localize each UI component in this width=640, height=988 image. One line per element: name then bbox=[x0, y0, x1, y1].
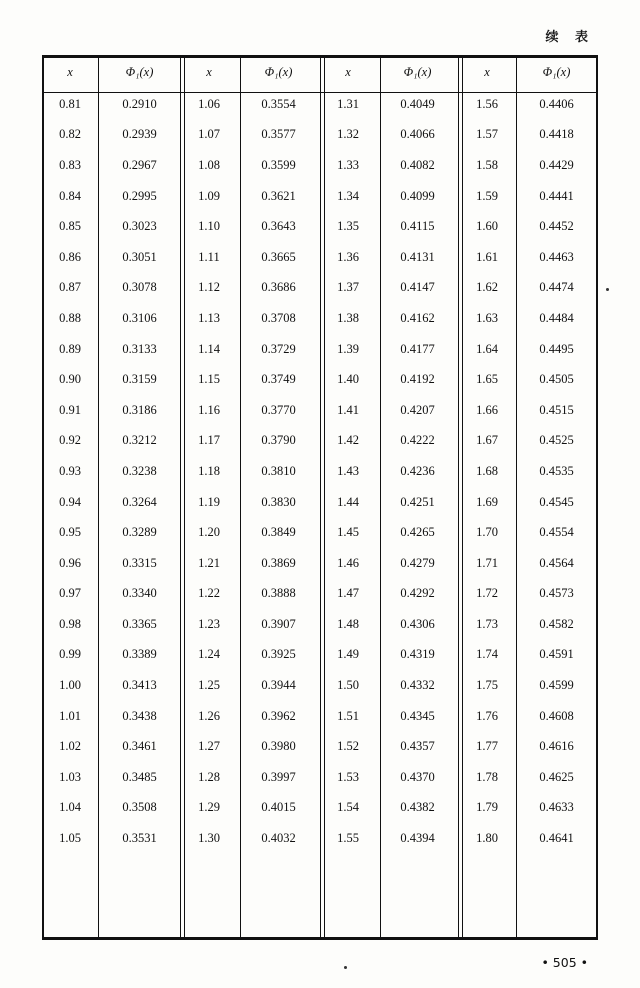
cell-phi: 0.4292 bbox=[400, 586, 435, 601]
cell-phi: 0.3212 bbox=[122, 433, 157, 448]
cell-phi: 0.4625 bbox=[539, 769, 574, 784]
cell-phi: 0.3888 bbox=[261, 586, 296, 601]
cell-phi: 0.3665 bbox=[261, 249, 296, 264]
cell-phi: 0.4382 bbox=[400, 800, 435, 815]
cell-x: 1.36 bbox=[337, 249, 359, 264]
cell-x: 0.99 bbox=[59, 647, 81, 662]
table-row bbox=[42, 548, 598, 579]
cell-phi: 0.4599 bbox=[539, 678, 574, 693]
cell-x: 0.88 bbox=[59, 310, 81, 325]
cell-x: 1.35 bbox=[337, 219, 359, 234]
cell-phi: 0.3289 bbox=[122, 525, 157, 540]
table-row bbox=[42, 89, 598, 120]
cell-x: 0.91 bbox=[59, 402, 81, 417]
cell-phi: 0.3365 bbox=[122, 616, 157, 631]
cell-x: 1.64 bbox=[476, 341, 498, 356]
cell-phi: 0.3413 bbox=[122, 678, 157, 693]
cell-phi: 0.4545 bbox=[539, 494, 574, 509]
cell-phi: 0.4616 bbox=[539, 739, 574, 754]
cell-phi: 0.4049 bbox=[400, 96, 435, 111]
cell-x: 1.75 bbox=[476, 678, 498, 693]
table-row bbox=[42, 303, 598, 334]
cell-x: 1.10 bbox=[198, 219, 220, 234]
cell-phi: 0.4429 bbox=[539, 157, 574, 172]
cell-x: 0.89 bbox=[59, 341, 81, 356]
cell-phi: 0.4484 bbox=[539, 310, 574, 325]
cell-x: 1.68 bbox=[476, 463, 498, 478]
cell-phi: 0.3729 bbox=[261, 341, 296, 356]
header-phi-3: Φ₁(x) bbox=[403, 64, 432, 79]
cell-x: 0.86 bbox=[59, 249, 81, 264]
table-row bbox=[42, 395, 598, 426]
cell-phi: 0.4515 bbox=[539, 402, 574, 417]
page-dot-mark bbox=[344, 966, 347, 969]
cell-phi: 0.3907 bbox=[261, 616, 296, 631]
cell-phi: 0.4370 bbox=[400, 769, 435, 784]
cell-phi: 0.3944 bbox=[261, 678, 296, 693]
table-row bbox=[42, 211, 598, 242]
cell-phi: 0.4505 bbox=[539, 372, 574, 387]
cell-x: 1.33 bbox=[337, 157, 359, 172]
cell-x: 0.97 bbox=[59, 586, 81, 601]
cell-x: 1.22 bbox=[198, 586, 220, 601]
cell-x: 1.21 bbox=[198, 555, 220, 570]
header-phi-4: Φ₁(x) bbox=[542, 64, 571, 79]
cell-x: 1.09 bbox=[198, 188, 220, 203]
table-row bbox=[42, 762, 598, 793]
cell-phi: 0.3962 bbox=[261, 708, 296, 723]
cell-phi: 0.4394 bbox=[400, 831, 435, 846]
cell-x: 0.90 bbox=[59, 372, 81, 387]
cell-x: 1.29 bbox=[198, 800, 220, 815]
cell-x: 0.94 bbox=[59, 494, 81, 509]
cell-x: 1.74 bbox=[476, 647, 498, 662]
cell-x: 1.56 bbox=[476, 96, 498, 111]
cell-x: 1.28 bbox=[198, 769, 220, 784]
cell-x: 1.48 bbox=[337, 616, 359, 631]
cell-phi: 0.3869 bbox=[261, 555, 296, 570]
cell-x: 1.23 bbox=[198, 616, 220, 631]
cell-x: 1.26 bbox=[198, 708, 220, 723]
cell-phi: 0.4066 bbox=[400, 127, 435, 142]
cell-phi: 0.4474 bbox=[539, 280, 574, 295]
cell-phi: 0.3106 bbox=[122, 310, 157, 325]
cell-x: 1.03 bbox=[59, 769, 81, 784]
cell-x: 0.84 bbox=[59, 188, 81, 203]
cell-phi: 0.4251 bbox=[400, 494, 435, 509]
cell-x: 1.05 bbox=[59, 831, 81, 846]
cell-phi: 0.4641 bbox=[539, 831, 574, 846]
cell-x: 1.59 bbox=[476, 188, 498, 203]
table-row bbox=[42, 334, 598, 365]
cell-phi: 0.4207 bbox=[400, 402, 435, 417]
cell-phi: 0.3708 bbox=[261, 310, 296, 325]
table-row bbox=[42, 426, 598, 457]
cell-phi: 0.3830 bbox=[261, 494, 296, 509]
normal-distribution-table bbox=[42, 55, 598, 854]
cell-phi: 0.3159 bbox=[122, 372, 157, 387]
header-x-1: x bbox=[67, 64, 73, 79]
cell-phi: 0.3599 bbox=[261, 157, 296, 172]
cell-x: 1.41 bbox=[337, 402, 359, 417]
cell-phi: 0.2995 bbox=[122, 188, 157, 203]
cell-x: 1.65 bbox=[476, 372, 498, 387]
cell-phi: 0.4357 bbox=[400, 739, 435, 754]
cell-phi: 0.4441 bbox=[539, 188, 574, 203]
cell-x: 1.17 bbox=[198, 433, 220, 448]
cell-x: 1.55 bbox=[337, 831, 359, 846]
cell-x: 1.16 bbox=[198, 402, 220, 417]
cell-phi: 0.3078 bbox=[122, 280, 157, 295]
cell-x: 0.92 bbox=[59, 433, 81, 448]
cell-phi: 0.4279 bbox=[400, 555, 435, 570]
table-row bbox=[42, 731, 598, 762]
cell-x: 1.80 bbox=[476, 831, 498, 846]
table-row bbox=[42, 120, 598, 151]
header-x-4: x bbox=[484, 64, 490, 79]
cell-x: 1.63 bbox=[476, 310, 498, 325]
cell-x: 1.53 bbox=[337, 769, 359, 784]
cell-phi: 0.4564 bbox=[539, 555, 574, 570]
cell-phi: 0.3749 bbox=[261, 372, 296, 387]
cell-x: 0.96 bbox=[59, 555, 81, 570]
cell-x: 1.18 bbox=[198, 463, 220, 478]
cell-phi: 0.4591 bbox=[539, 647, 574, 662]
cell-phi: 0.4115 bbox=[400, 219, 435, 234]
cell-phi: 0.4131 bbox=[400, 249, 435, 264]
page-header-label: 续 表 bbox=[545, 30, 594, 45]
cell-phi: 0.3340 bbox=[122, 586, 157, 601]
table-row bbox=[42, 609, 598, 640]
cell-x: 1.70 bbox=[476, 525, 498, 540]
cell-phi: 0.4177 bbox=[400, 341, 435, 356]
cell-x: 1.40 bbox=[337, 372, 359, 387]
cell-phi: 0.4222 bbox=[400, 433, 435, 448]
cell-x: 1.12 bbox=[198, 280, 220, 295]
cell-phi: 0.3577 bbox=[261, 127, 296, 142]
cell-x: 1.15 bbox=[198, 372, 220, 387]
page-number: • 505 • bbox=[541, 955, 588, 970]
table-row bbox=[42, 793, 598, 824]
cell-x: 1.13 bbox=[198, 310, 220, 325]
cell-x: 1.52 bbox=[337, 739, 359, 754]
cell-x: 0.81 bbox=[59, 96, 81, 111]
cell-x: 1.08 bbox=[198, 157, 220, 172]
cell-x: 0.82 bbox=[59, 127, 81, 142]
cell-x: 1.00 bbox=[59, 678, 81, 693]
cell-x: 1.51 bbox=[337, 708, 359, 723]
cell-x: 1.45 bbox=[337, 525, 359, 540]
cell-x: 1.24 bbox=[198, 647, 220, 662]
cell-x: 1.50 bbox=[337, 678, 359, 693]
cell-x: 1.04 bbox=[59, 800, 81, 815]
cell-x: 1.07 bbox=[198, 127, 220, 142]
cell-phi: 0.4525 bbox=[539, 433, 574, 448]
cell-x: 1.25 bbox=[198, 678, 220, 693]
cell-phi: 0.3186 bbox=[122, 402, 157, 417]
cell-x: 1.01 bbox=[59, 708, 81, 723]
cell-x: 1.69 bbox=[476, 494, 498, 509]
cell-phi: 0.3531 bbox=[122, 831, 157, 846]
cell-x: 0.98 bbox=[59, 616, 81, 631]
cell-phi: 0.4015 bbox=[261, 800, 296, 815]
table-row bbox=[42, 823, 598, 854]
cell-x: 1.49 bbox=[337, 647, 359, 662]
statistical-table-container bbox=[42, 55, 598, 854]
cell-phi: 0.2939 bbox=[122, 127, 157, 142]
cell-phi: 0.3849 bbox=[261, 525, 296, 540]
cell-x: 1.20 bbox=[198, 525, 220, 540]
cell-x: 1.79 bbox=[476, 800, 498, 815]
cell-x: 1.32 bbox=[337, 127, 359, 142]
cell-phi: 0.3315 bbox=[122, 555, 157, 570]
cell-phi: 0.2910 bbox=[122, 96, 157, 111]
cell-phi: 0.3980 bbox=[261, 739, 296, 754]
cell-phi: 0.3238 bbox=[122, 463, 157, 478]
cell-x: 1.77 bbox=[476, 739, 498, 754]
cell-phi: 0.3810 bbox=[261, 463, 296, 478]
cell-phi: 0.3438 bbox=[122, 708, 157, 723]
cell-phi: 0.4608 bbox=[539, 708, 574, 723]
cell-phi: 0.4535 bbox=[539, 463, 574, 478]
cell-phi: 0.4319 bbox=[400, 647, 435, 662]
cell-x: 1.44 bbox=[337, 494, 359, 509]
cell-phi: 0.3925 bbox=[261, 647, 296, 662]
cell-phi: 0.4082 bbox=[400, 157, 435, 172]
table-row bbox=[42, 487, 598, 518]
cell-x: 1.66 bbox=[476, 402, 498, 417]
cell-phi: 0.3790 bbox=[261, 433, 296, 448]
cell-x: 1.72 bbox=[476, 586, 498, 601]
cell-phi: 0.4099 bbox=[400, 188, 435, 203]
header-row bbox=[42, 55, 598, 89]
cell-x: 1.06 bbox=[198, 96, 220, 111]
cell-phi: 0.4418 bbox=[539, 127, 574, 142]
table-row bbox=[42, 181, 598, 212]
cell-phi: 0.4573 bbox=[539, 586, 574, 601]
table-row bbox=[42, 242, 598, 273]
cell-phi: 0.4332 bbox=[400, 678, 435, 693]
table-row bbox=[42, 670, 598, 701]
cell-x: 1.39 bbox=[337, 341, 359, 356]
cell-phi: 0.4495 bbox=[539, 341, 574, 356]
margin-dot-mark bbox=[606, 288, 609, 291]
cell-x: 1.31 bbox=[337, 96, 359, 111]
cell-x: 1.73 bbox=[476, 616, 498, 631]
cell-x: 1.46 bbox=[337, 555, 359, 570]
cell-x: 1.67 bbox=[476, 433, 498, 448]
cell-x: 1.47 bbox=[337, 586, 359, 601]
cell-phi: 0.4192 bbox=[400, 372, 435, 387]
cell-phi: 0.3643 bbox=[261, 219, 296, 234]
cell-phi: 0.4162 bbox=[400, 310, 435, 325]
cell-x: 1.02 bbox=[59, 739, 81, 754]
cell-x: 1.78 bbox=[476, 769, 498, 784]
cell-phi: 0.4032 bbox=[261, 831, 296, 846]
cell-x: 0.85 bbox=[59, 219, 81, 234]
cell-x: 0.83 bbox=[59, 157, 81, 172]
cell-phi: 0.4345 bbox=[400, 708, 435, 723]
table-body bbox=[42, 89, 598, 854]
cell-x: 1.57 bbox=[476, 127, 498, 142]
cell-phi: 0.3621 bbox=[261, 188, 296, 203]
cell-phi: 0.4452 bbox=[539, 219, 574, 234]
cell-x: 1.38 bbox=[337, 310, 359, 325]
table-row bbox=[42, 273, 598, 304]
cell-phi: 0.3508 bbox=[122, 800, 157, 815]
table-row bbox=[42, 701, 598, 732]
cell-phi: 0.4236 bbox=[400, 463, 435, 478]
cell-phi: 0.3389 bbox=[122, 647, 157, 662]
cell-phi: 0.3023 bbox=[122, 219, 157, 234]
header-phi-2: Φ₁(x) bbox=[264, 64, 293, 79]
table-head bbox=[42, 55, 598, 89]
cell-x: 1.58 bbox=[476, 157, 498, 172]
cell-phi: 0.3770 bbox=[261, 402, 296, 417]
cell-x: 1.60 bbox=[476, 219, 498, 234]
cell-phi: 0.3051 bbox=[122, 249, 157, 264]
cell-x: 1.42 bbox=[337, 433, 359, 448]
cell-x: 0.95 bbox=[59, 525, 81, 540]
table-row bbox=[42, 517, 598, 548]
cell-phi: 0.4554 bbox=[539, 525, 574, 540]
cell-x: 1.54 bbox=[337, 800, 359, 815]
cell-x: 1.71 bbox=[476, 555, 498, 570]
cell-x: 1.37 bbox=[337, 280, 359, 295]
cell-phi: 0.3554 bbox=[261, 96, 296, 111]
cell-phi: 0.4582 bbox=[539, 616, 574, 631]
cell-phi: 0.4147 bbox=[400, 280, 435, 295]
cell-x: 1.62 bbox=[476, 280, 498, 295]
cell-phi: 0.3997 bbox=[261, 769, 296, 784]
cell-x: 1.30 bbox=[198, 831, 220, 846]
cell-phi: 0.2967 bbox=[122, 157, 157, 172]
cell-phi: 0.4463 bbox=[539, 249, 574, 264]
cell-x: 1.76 bbox=[476, 708, 498, 723]
cell-x: 1.27 bbox=[198, 739, 220, 754]
table-row bbox=[42, 456, 598, 487]
header-x-2: x bbox=[206, 64, 212, 79]
table-row bbox=[42, 640, 598, 671]
cell-x: 0.87 bbox=[59, 280, 81, 295]
cell-x: 1.11 bbox=[198, 249, 220, 264]
header-x-3: x bbox=[345, 64, 351, 79]
cell-x: 0.93 bbox=[59, 463, 81, 478]
cell-phi: 0.3264 bbox=[122, 494, 157, 509]
cell-phi: 0.3485 bbox=[122, 769, 157, 784]
cell-x: 1.34 bbox=[337, 188, 359, 203]
table-row bbox=[42, 150, 598, 181]
cell-x: 1.43 bbox=[337, 463, 359, 478]
cell-phi: 0.4265 bbox=[400, 525, 435, 540]
table-row bbox=[42, 364, 598, 395]
cell-phi: 0.4406 bbox=[539, 96, 574, 111]
cell-x: 1.61 bbox=[476, 249, 498, 264]
cell-phi: 0.3133 bbox=[122, 341, 157, 356]
cell-phi: 0.4306 bbox=[400, 616, 435, 631]
cell-phi: 0.3686 bbox=[261, 280, 296, 295]
cell-x: 1.14 bbox=[198, 341, 220, 356]
cell-phi: 0.4633 bbox=[539, 800, 574, 815]
cell-x: 1.19 bbox=[198, 494, 220, 509]
header-phi-1: Φ₁(x) bbox=[125, 64, 154, 79]
cell-phi: 0.3461 bbox=[122, 739, 157, 754]
table-row bbox=[42, 579, 598, 610]
